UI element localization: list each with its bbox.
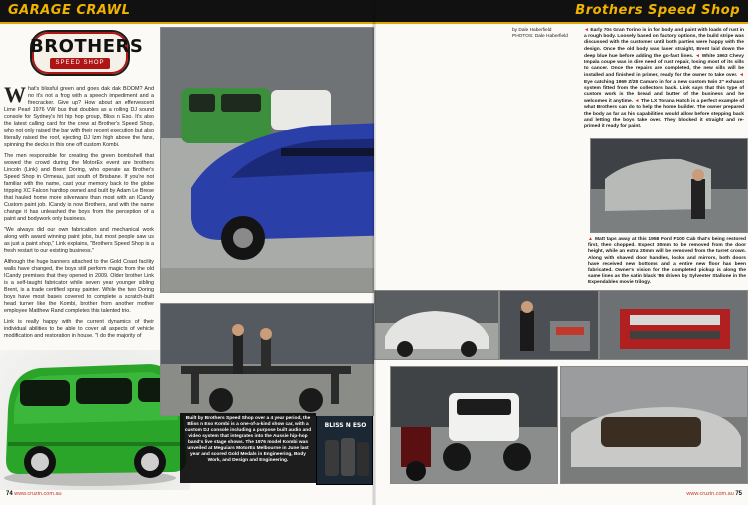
engine-bay-photo [599,290,748,360]
bliss-n-eso-book-cover [316,415,373,485]
byline [512,28,582,40]
band-member-figure [325,440,339,476]
page-number: 74 [6,491,13,497]
caption-block-mid [588,236,746,288]
site-url: www.cruzin.com.au [686,491,734,497]
left-header-bar [0,0,374,22]
article-paragraph: Although the huge banners attached to the Gold Coast facility walls have changed, the boys still perform magic from the old ICandy premises that they opened in 2009. Older brother Link is a self-taught fabricator while seven year younger sibling Brent, is a trade certified spray painter. While the two Doring boys have most bases covered to complete a scratch-built head turner like the Kombi, brother from another mother employee Matthew Rand completes this talented trio. [4,259,154,314]
ford-f100-photo [590,138,748,233]
arrow-up-icon: ▲ [588,236,594,242]
convertible-scene [561,367,748,484]
paragraph-text: hat's blissful green and goes dak dak BOOM? And no it's not a frog with a speech impediment and a firecracker. Give up? How about an effervescent Lime Pearl 1976 VW bus that doubles as a rolling DJ sound console for Sydney's hit hip hop group, Bliss n Eso. It's also the latest calling card for the crew at Brother's Speed Shop, who not only raised the bar with their recent execution but also literally raised the roof, ejecting DJ Izm high above the fans, spinning the decks in this one off custom Kombi. [4,86,154,148]
caption-paragraph: ▲ Matt taps away at this 1958 Ford F100 Cab that's being restored first, then chopped. Expect 30mm to be removed from the door height, while an extra 20mm will be removed from the turret crown. Along with shaved door handles, locks and mirrors, both doors have received new bottoms and a entire new floor has been fabricated. Owner's vision for the completed pickup is along the same lines as the satin black '86 driven by Sylvester Stallone in the Expendables movie trilogy. [588,236,746,286]
drop-cap: W [4,82,26,107]
book-title: BLISS N ESO [324,422,367,429]
byline-author: by Dale Haberfield [512,28,552,33]
jaguar-scene [375,291,499,360]
page-gutter [372,0,376,505]
caption-block-top [584,27,744,137]
byline-photos: PHOTOS: Dale Haberfield [512,34,568,39]
fabrication-photo [499,290,599,360]
band-member-figure [357,442,369,476]
article-paragraph: Link is really happy with the current dynamics of their individual abilities to be able to cover all aspects of vehicle modification and restoration in house. "I do the majority of [4,319,154,339]
folio-right [686,491,742,497]
page-number: 75 [735,491,742,497]
article-column [4,82,154,344]
f100-scene [591,139,748,233]
arrow-left-icon: ◄ [634,98,640,105]
logo-sub-text: SPEED SHOP [50,58,110,69]
caption-paragraph: ◄ Early 70s Gran Torino is in for body and paint with loads of rust in a rough body. Loosely based on factory options, the build stripe was discussed with the customer until both parties were happy with the design. Once the old body was laser straight, Brent laid down the deep blue hue before adding the go-fast lines. ◄ White 1963 Chevy Impala coupe was in dire need of rust repair, losing most of its sills to cancer. Once the repairs are completed, the new sills will be installed and finished in primer, ready for the owner to take over. ◄ Eye catching 1969 Z/28 Camaro in for a new custom twin 3" exhaust system fitted from the collectors back. Link says that this type of custom work is the bread and butter of the business and he welcomes it anytime. ◄ The LX Torana Hatch is a perfect example of what Brothers can do to help the home builder. The owner prepared the body as far as his capabilities would allow before stepping back and letting the boys take over. They blocked it straight and re-primed it ready for paint. [584,27,745,130]
folio-left [6,491,62,497]
engine-scene [600,291,748,360]
header-rule [374,22,748,24]
arrow-left-icon: ◄ [584,27,589,33]
hotrod-scene [391,367,558,484]
header-rule [0,22,374,24]
article-paragraph: The men responsible for creating the green bombshell that wowed the crowd during the MotorEx event are brothers Lincoln (Link) and Brent Doring, who operate as Brother's Speed Shop in Ormeau, just south of Brisbane. If you're not familiar with the name, cast your memory back to the globe tripping XC Falcon hardtop owned and built by Adam Le Brese that hauled home more silverware than most with an ICandy Custom paint job. ICandy is now Brothers, and with the name change it has unleashed the boys from the perception of a paint and bodywork only business. [4,153,154,222]
right-header-bar [374,0,748,22]
fabrication-scene [500,291,599,360]
section-title: GARAGE CRAWL [8,3,131,18]
band-member-figure [341,438,355,476]
arrow-left-icon: ◄ [695,52,700,59]
site-url: www.cruzin.com.au [14,491,62,497]
section-title-right: Brothers Speed Shop [575,3,740,18]
chassis-scene [161,304,375,416]
brothers-logo [30,30,144,80]
chassis-workshop-photo [160,303,375,416]
arrow-left-icon: ◄ [739,72,744,79]
article-paragraph [4,82,154,149]
right-page [374,0,748,505]
hot-rod-build-photo [390,366,558,484]
article-paragraph: "We always did our own fabrication and mechanical work along with award winning paint jobs, but most people saw us as just a paint shop," Link explains, "Brothers Speed Shop is a fresh restart to our existing business." [4,227,154,254]
convertible-interior-photo [560,366,748,484]
kombi-caption: Built by Brothers Speed Shop over a 4 year period, the Bliss n Eso Kombi is a one-of-a-kind show car, with a custom DJ console including a purpose built audio and video system that integrates into the Aussie hip-hop band's live stage shows. The 1976 model Kombi was unveiled at Meguiars MotorEx Melbourne in June last year and scored Gold Medals in Engineering, Body Work, and Design and Engineering. [184,416,312,463]
logo-main-text: BROTHERS [30,36,144,57]
jaguar-photo [374,290,499,360]
